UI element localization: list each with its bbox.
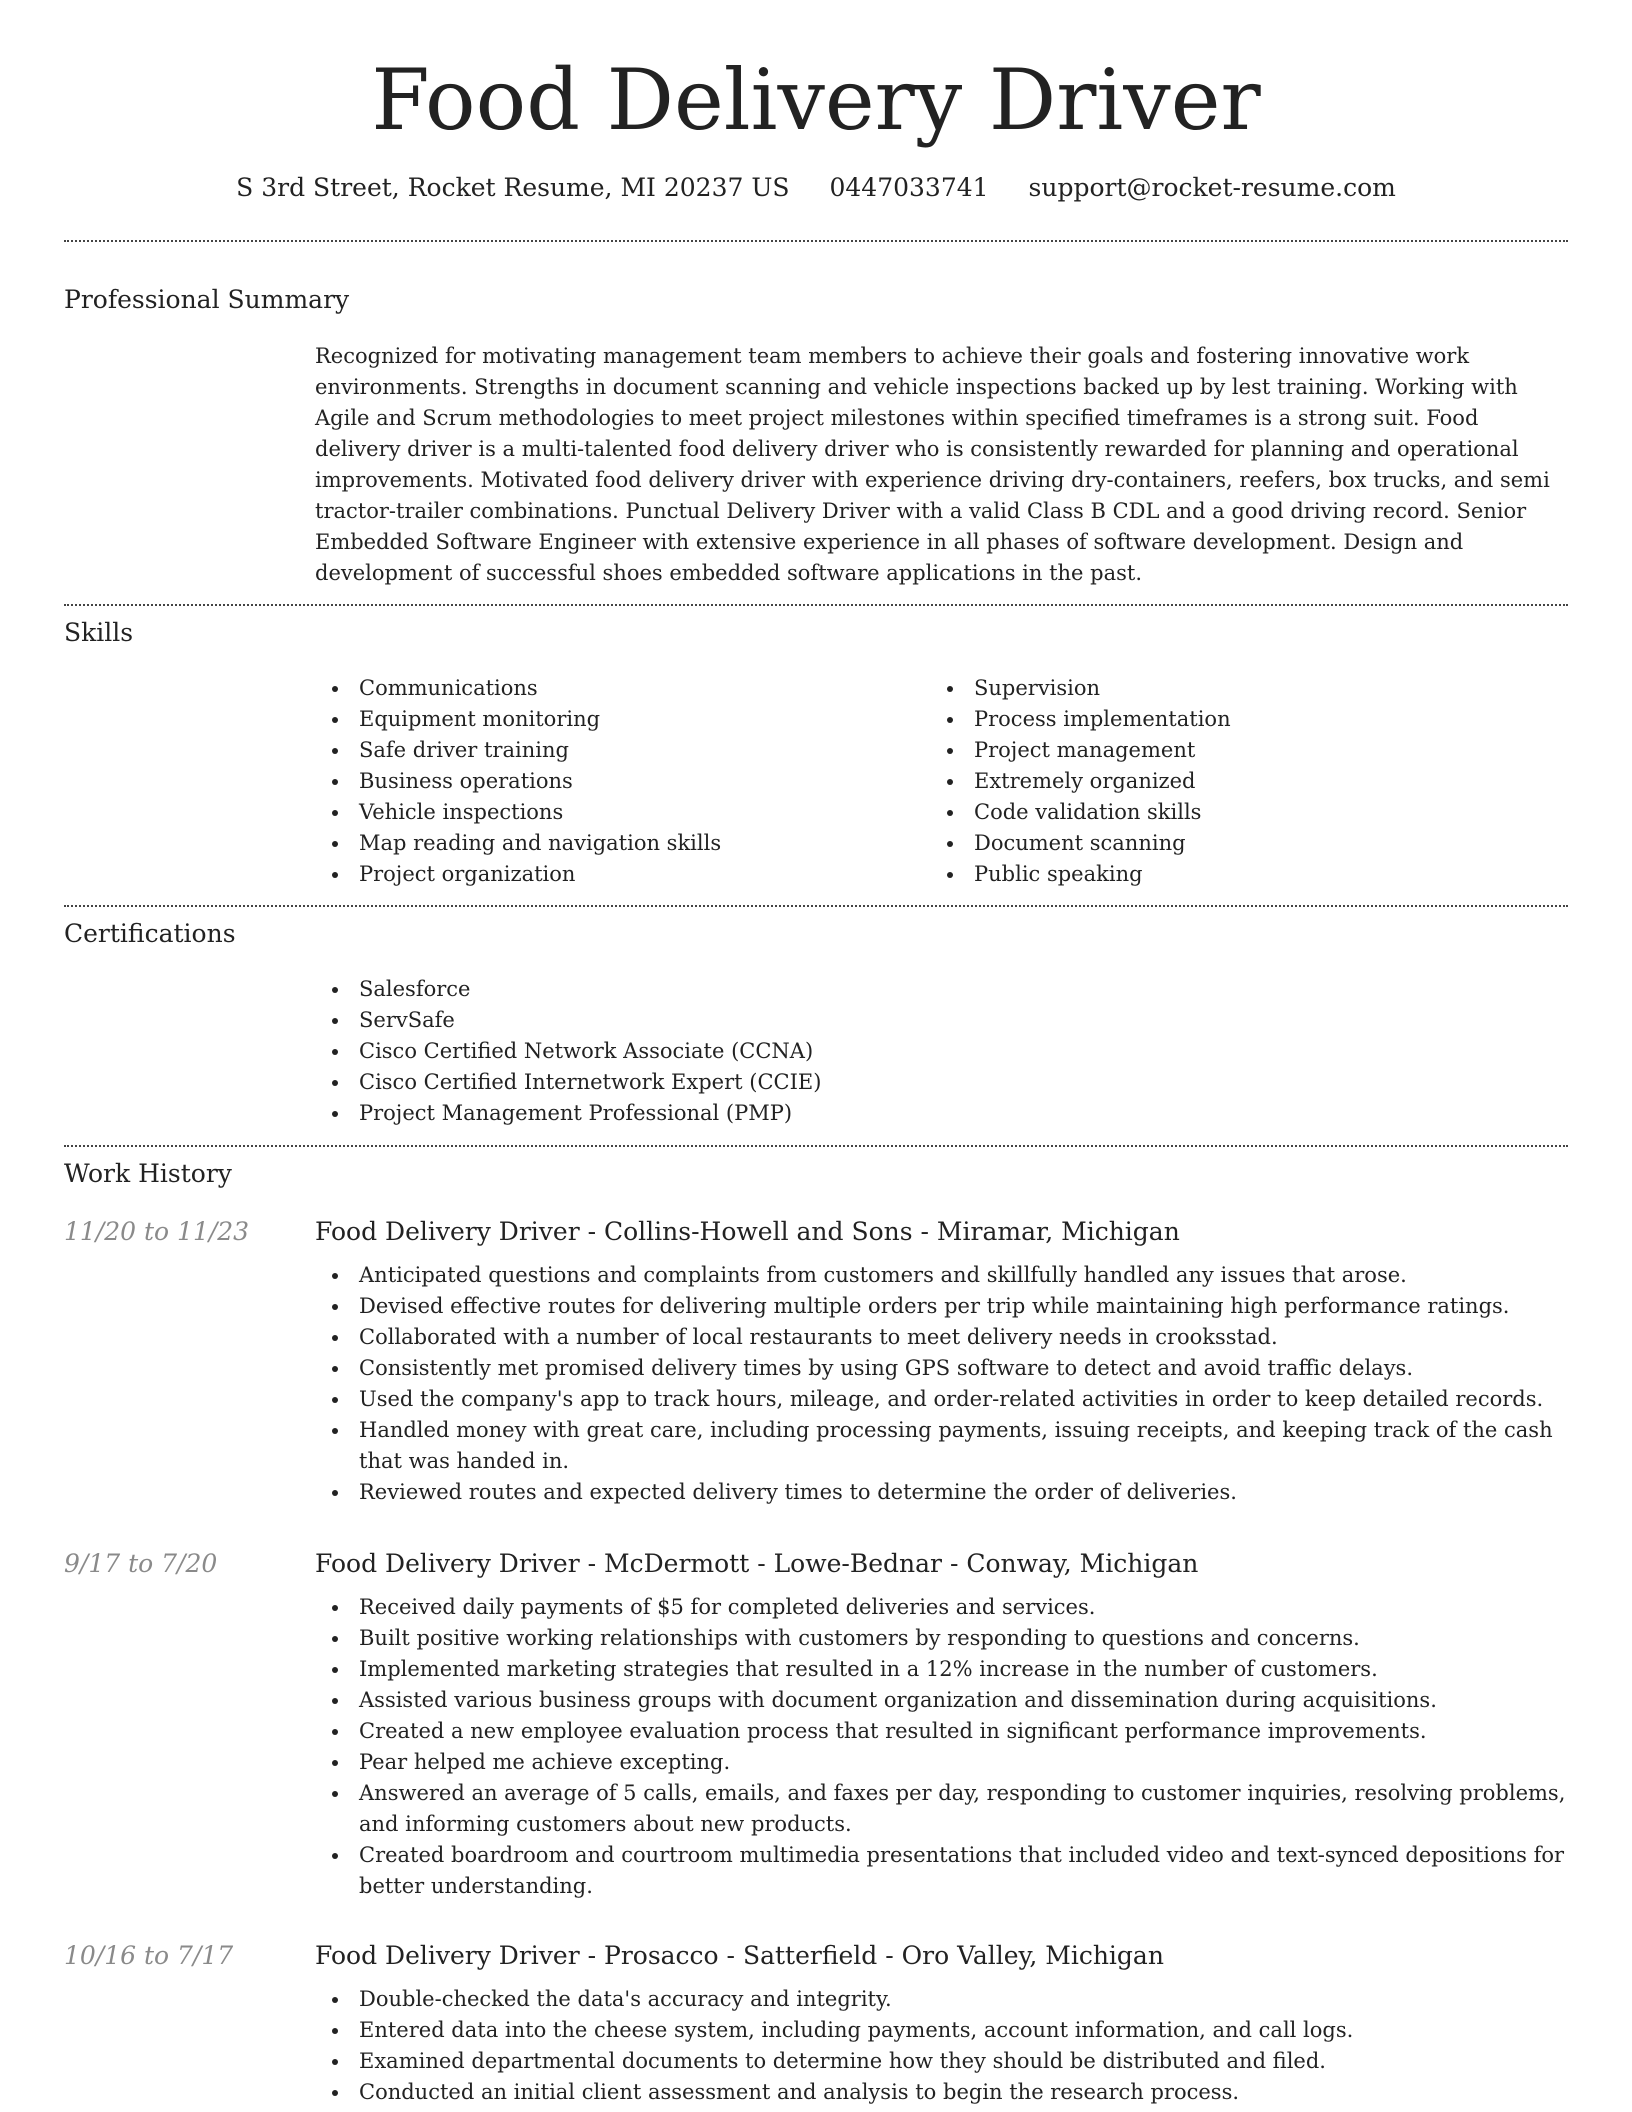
skill-item: Business operations [315,766,930,797]
summary-section [315,341,1568,589]
skill-item: Safe driver training [315,735,930,766]
job-entry [315,1547,1568,1902]
section-title-summary: Professional Summary [64,285,350,314]
skill-item: Process implementation [930,704,1545,735]
job-title: Food Delivery Driver - Collins-Howell and Sons - Miramar, Michigan [315,1217,1180,1246]
certifications-section [315,974,1568,1129]
job-title: Food Delivery Driver - McDermott - Lowe-Bednar - Conway, Michigan [315,1549,1199,1578]
job-bullet: Double-checked the data's accuracy and integrity. [315,1984,1568,2015]
job-dates: 9/17 to 7/20 [64,1549,218,1578]
section-divider [64,905,1568,907]
job-bullet: Used the company's app to track hours, mileage, and order-related activities in order to keep detailed records. [315,1384,1568,1415]
job-bullet: Devised effective routes for delivering multiple orders per trip while maintaining high performance ratings. [315,1291,1568,1322]
job-title: Food Delivery Driver - Prosacco - Satterfield - Oro Valley, Michigan [315,1941,1164,1970]
job-bullet: Handled money with great care, including processing payments, issuing receipts, and keeping track of the cash that was handed in. [315,1415,1568,1477]
certification-item: Salesforce [315,974,1568,1005]
certification-item: Cisco Certified Network Associate (CCNA) [315,1036,1568,1067]
skill-item: Public speaking [930,859,1545,890]
section-divider [64,604,1568,606]
job-bullets [315,1260,1568,1508]
contact-line [0,171,1632,205]
skills-list-left [315,673,930,890]
job-bullet: Pear helped me achieve excepting. [315,1747,1568,1778]
job-bullet: Consistently met promised delivery times by using GPS software to detect and avoid traffic delays. [315,1353,1568,1384]
skills-list-right [930,673,1545,890]
contact-address: S 3rd Street, Rocket Resume, MI 20237 US [236,173,790,202]
job-bullet: Built positive working relationships with customers by responding to questions and concerns. [315,1623,1568,1654]
job-bullets [315,1592,1568,1902]
job-dates: 11/20 to 11/23 [64,1217,250,1246]
summary-text: Recognized for motivating management team members to achieve their goals and fostering innovative work environments. Strengths in document scanning and vehicle inspections backed up by lest training. Working with Agile and Scrum methodologies to meet project milestones within specified timeframes is a strong suit. Food delivery driver is a multi-talented food delivery driver who is consistently rewarded for planning and operational improvements. Motivated food delivery driver with experience driving dry-containers, reefers, box trucks, and semi tractor-trailer combinations. Punctual Delivery Driver with a valid Class B CDL and a good driving record. Senior Embedded Software Engineer with extensive experience in all phases of software development. Design and development of successful shoes embedded software applications in the past. [315,344,1550,585]
job-bullet: Created a new employee evaluation process that resulted in significant performance improvements. [315,1716,1568,1747]
skill-item: Equipment monitoring [315,704,930,735]
skill-item: Map reading and navigation skills [315,828,930,859]
section-divider [64,240,1568,242]
skill-item: Vehicle inspections [315,797,930,828]
job-bullet: Collaborated with a number of local restaurants to meet delivery needs in crooksstad. [315,1322,1568,1353]
job-bullet: Entered data into the cheese system, including payments, account information, and call logs. [315,2015,1568,2046]
job-bullet: Implemented marketing strategies that resulted in a 12% increase in the number of customers. [315,1654,1568,1685]
job-entry [315,1939,1568,2108]
section-title-certifications: Certifications [64,919,236,948]
skill-item: Communications [315,673,930,704]
skill-item: Project organization [315,859,930,890]
skill-item: Code validation skills [930,797,1545,828]
section-title-skills: Skills [64,618,134,647]
contact-email: support@rocket-resume.com [1028,173,1396,202]
job-bullet: Created boardroom and courtroom multimedia presentations that included video and text-synced depositions for better understanding. [315,1840,1568,1902]
candidate-name: Food Delivery Driver [371,51,1261,149]
section-title-work-history: Work History [64,1159,232,1188]
job-bullet: Reviewed routes and expected delivery times to determine the order of deliveries. [315,1477,1568,1508]
skill-item: Document scanning [930,828,1545,859]
job-bullet: Anticipated questions and complaints from customers and skillfully handled any issues that arose. [315,1260,1568,1291]
job-bullet: Conducted an initial client assessment and analysis to begin the research process. [315,2077,1568,2108]
contact-phone: 0447033741 [829,173,989,202]
job-bullet: Assisted various business groups with document organization and dissemination during acquisitions. [315,1685,1568,1716]
section-divider [64,1145,1568,1147]
certification-item: Cisco Certified Internetwork Expert (CCIE) [315,1067,1568,1098]
certification-item: ServSafe [315,1005,1568,1036]
job-dates: 10/16 to 7/17 [64,1941,234,1970]
skills-section [315,673,1568,890]
skill-item: Supervision [930,673,1545,704]
job-entry [315,1215,1568,1508]
certifications-list [315,974,1568,1129]
job-bullets [315,1984,1568,2108]
job-bullet: Received daily payments of $5 for completed deliveries and services. [315,1592,1568,1623]
skill-item: Project management [930,735,1545,766]
job-bullet: Answered an average of 5 calls, emails, and faxes per day, responding to customer inquiries, resolving problems, and informing customers about new products. [315,1778,1568,1840]
job-bullet: Examined departmental documents to determine how they should be distributed and filed. [315,2046,1568,2077]
skill-item: Extremely organized [930,766,1545,797]
certification-item: Project Management Professional (PMP) [315,1098,1568,1129]
